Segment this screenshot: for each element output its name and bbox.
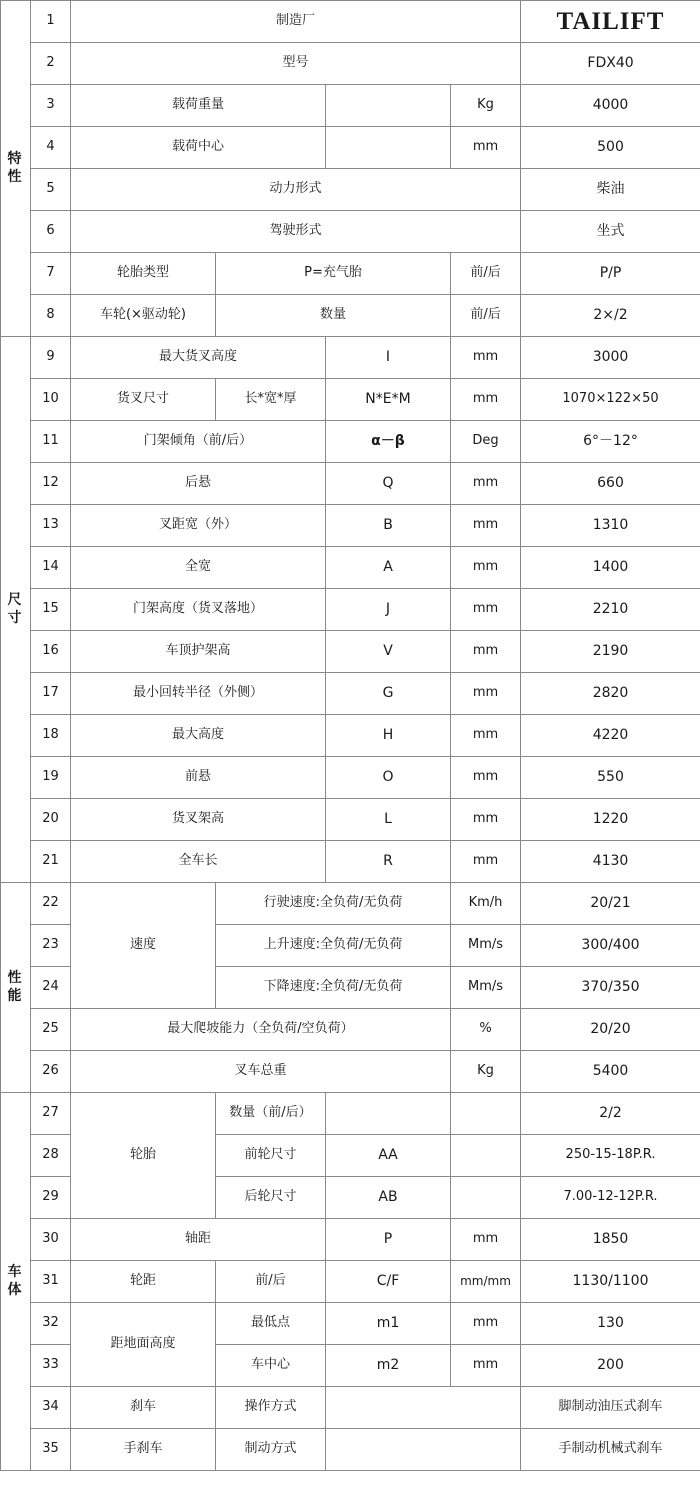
table-row <box>1 1303 700 1345</box>
row-value: 20/21 <box>521 883 700 925</box>
row-symbol: L <box>326 799 451 841</box>
table-row <box>1 841 700 883</box>
row-subname: 长*宽*厚 <box>216 379 326 421</box>
row-symbol: AB <box>326 1177 451 1219</box>
row-symbol: m2 <box>326 1345 451 1387</box>
row-unit: 前/后 <box>451 253 521 295</box>
row-no: 26 <box>31 1051 71 1093</box>
row-value: 20/20 <box>521 1009 700 1051</box>
row-no: 17 <box>31 673 71 715</box>
row-no: 32 <box>31 1303 71 1345</box>
row-subname: P=充气胎 <box>216 253 451 295</box>
row-name: 载荷重量 <box>71 85 326 127</box>
row-subname: 数量（前/后） <box>216 1093 326 1135</box>
row-unit <box>451 1177 521 1219</box>
row-value: 1310 <box>521 505 700 547</box>
row-value: 1400 <box>521 547 700 589</box>
row-value: 4130 <box>521 841 700 883</box>
table-row <box>1 337 700 379</box>
row-symbol: O <box>326 757 451 799</box>
row-no: 18 <box>31 715 71 757</box>
row-symbol: H <box>326 715 451 757</box>
row-subname: 数量 <box>216 295 451 337</box>
row-value: 370/350 <box>521 967 700 1009</box>
row-subname: 后轮尺寸 <box>216 1177 326 1219</box>
row-no: 5 <box>31 169 71 211</box>
row-no: 34 <box>31 1387 71 1429</box>
row-name: 刹车 <box>71 1387 216 1429</box>
row-symbol <box>326 1093 451 1135</box>
row-subname: 下降速度:全负荷/无负荷 <box>216 967 451 1009</box>
table-row <box>1 1 700 43</box>
row-value: 坐式 <box>521 211 700 253</box>
row-no: 12 <box>31 463 71 505</box>
row-unit: mm <box>451 841 521 883</box>
row-no: 22 <box>31 883 71 925</box>
row-no: 33 <box>31 1345 71 1387</box>
row-no: 8 <box>31 295 71 337</box>
row-value: 2/2 <box>521 1093 700 1135</box>
row-name: 后悬 <box>71 463 326 505</box>
row-value: 130 <box>521 1303 700 1345</box>
row-unit: 前/后 <box>451 295 521 337</box>
row-unit: mm <box>451 379 521 421</box>
row-no: 2 <box>31 43 71 85</box>
row-value: 300/400 <box>521 925 700 967</box>
row-value: 2×/2 <box>521 295 700 337</box>
group-label-performance: 性 能 <box>1 883 31 1093</box>
group-label-body: 车 体 <box>1 1093 31 1471</box>
row-no: 13 <box>31 505 71 547</box>
row-value: 3000 <box>521 337 700 379</box>
row-value: 7.00-12-12P.R. <box>521 1177 700 1219</box>
row-unit: mm <box>451 715 521 757</box>
row-name: 动力形式 <box>71 169 521 211</box>
group-label-features: 特 性 <box>1 1 31 337</box>
row-symbol: AA <box>326 1135 451 1177</box>
row-subname: 上升速度:全负荷/无负荷 <box>216 925 451 967</box>
row-name: 前悬 <box>71 757 326 799</box>
row-value: 2820 <box>521 673 700 715</box>
row-no: 10 <box>31 379 71 421</box>
table-row <box>1 589 700 631</box>
table-row <box>1 1387 700 1429</box>
row-unit: mm <box>451 673 521 715</box>
row-value: 1070×122×50 <box>521 379 700 421</box>
row-value: 1850 <box>521 1219 700 1261</box>
row-no: 16 <box>31 631 71 673</box>
table-row <box>1 127 700 169</box>
row-subname: 行驶速度:全负荷/无负荷 <box>216 883 451 925</box>
row-unit: mm <box>451 1345 521 1387</box>
row-unit: mm/mm <box>451 1261 521 1303</box>
row-value: 2190 <box>521 631 700 673</box>
table-row <box>1 1093 700 1135</box>
row-subname: 车中心 <box>216 1345 326 1387</box>
row-no: 24 <box>31 967 71 1009</box>
row-name: 车轮(×驱动轮) <box>71 295 216 337</box>
row-name: 最大爬坡能力（全负荷/空负荷） <box>71 1009 451 1051</box>
table-row <box>1 673 700 715</box>
row-no: 19 <box>31 757 71 799</box>
table-row <box>1 211 700 253</box>
row-value: 500 <box>521 127 700 169</box>
row-value: 柴油 <box>521 169 700 211</box>
row-no: 35 <box>31 1429 71 1471</box>
row-value-brand: TAILIFT <box>521 1 700 43</box>
row-symbol: V <box>326 631 451 673</box>
row-symbol <box>326 85 451 127</box>
row-unit <box>451 1135 521 1177</box>
table-row <box>1 463 700 505</box>
row-no: 21 <box>31 841 71 883</box>
row-value: FDX40 <box>521 43 700 85</box>
table-row <box>1 757 700 799</box>
row-symbol <box>326 1387 521 1429</box>
table-row <box>1 505 700 547</box>
row-unit: mm <box>451 757 521 799</box>
row-value: 脚制动油压式刹车 <box>521 1387 700 1429</box>
row-name: 型号 <box>71 43 521 85</box>
table-row <box>1 715 700 757</box>
row-no: 14 <box>31 547 71 589</box>
row-unit: Kg <box>451 1051 521 1093</box>
row-unit: mm <box>451 547 521 589</box>
row-name: 叉距宽（外） <box>71 505 326 547</box>
row-name: 轮距 <box>71 1261 216 1303</box>
row-value: 2210 <box>521 589 700 631</box>
row-no: 23 <box>31 925 71 967</box>
row-subname: 前/后 <box>216 1261 326 1303</box>
table-row <box>1 169 700 211</box>
row-no: 1 <box>31 1 71 43</box>
row-value: 手制动机械式刹车 <box>521 1429 700 1471</box>
row-no: 3 <box>31 85 71 127</box>
row-unit: Deg <box>451 421 521 463</box>
row-value: 1130/1100 <box>521 1261 700 1303</box>
row-name: 最大货叉高度 <box>71 337 326 379</box>
row-symbol: C/F <box>326 1261 451 1303</box>
table-row <box>1 1429 700 1471</box>
row-no: 28 <box>31 1135 71 1177</box>
table-row <box>1 1051 700 1093</box>
row-no: 27 <box>31 1093 71 1135</box>
row-name: 距地面高度 <box>71 1303 216 1387</box>
row-no: 9 <box>31 337 71 379</box>
row-value: 660 <box>521 463 700 505</box>
row-symbol: α－β <box>326 421 451 463</box>
table-row <box>1 1261 700 1303</box>
table-row <box>1 85 700 127</box>
row-unit: mm <box>451 631 521 673</box>
table-row <box>1 43 700 85</box>
row-value: 6°－12° <box>521 421 700 463</box>
table-row <box>1 631 700 673</box>
row-name: 驾驶形式 <box>71 211 521 253</box>
row-no: 15 <box>31 589 71 631</box>
row-subname: 前轮尺寸 <box>216 1135 326 1177</box>
table-row <box>1 379 700 421</box>
row-name: 最大高度 <box>71 715 326 757</box>
row-no: 20 <box>31 799 71 841</box>
row-unit: Mm/s <box>451 967 521 1009</box>
table-row <box>1 547 700 589</box>
row-symbol: m1 <box>326 1303 451 1345</box>
row-symbol: N*E*M <box>326 379 451 421</box>
row-name: 门架高度（货叉落地） <box>71 589 326 631</box>
row-value: 1220 <box>521 799 700 841</box>
table-row <box>1 799 700 841</box>
row-unit: mm <box>451 799 521 841</box>
row-value: 4000 <box>521 85 700 127</box>
row-name: 货叉尺寸 <box>71 379 216 421</box>
row-value: 550 <box>521 757 700 799</box>
table-row <box>1 295 700 337</box>
row-unit: mm <box>451 337 521 379</box>
row-unit: Km/h <box>451 883 521 925</box>
row-symbol <box>326 1429 521 1471</box>
row-subname: 最低点 <box>216 1303 326 1345</box>
group-label-dimensions: 尺 寸 <box>1 337 31 883</box>
row-no: 25 <box>31 1009 71 1051</box>
row-unit: Mm/s <box>451 925 521 967</box>
row-symbol: P <box>326 1219 451 1261</box>
row-unit: % <box>451 1009 521 1051</box>
table-row <box>1 421 700 463</box>
row-name: 轮胎 <box>71 1093 216 1219</box>
row-value: 250-15-18P.R. <box>521 1135 700 1177</box>
row-name: 货叉架高 <box>71 799 326 841</box>
row-unit: mm <box>451 127 521 169</box>
row-name: 轮胎类型 <box>71 253 216 295</box>
table-row <box>1 253 700 295</box>
row-unit: mm <box>451 463 521 505</box>
row-symbol: B <box>326 505 451 547</box>
row-no: 7 <box>31 253 71 295</box>
row-no: 4 <box>31 127 71 169</box>
row-name: 轴距 <box>71 1219 326 1261</box>
row-name: 车顶护架高 <box>71 631 326 673</box>
row-value: 200 <box>521 1345 700 1387</box>
row-symbol: G <box>326 673 451 715</box>
row-no: 11 <box>31 421 71 463</box>
row-no: 29 <box>31 1177 71 1219</box>
row-unit: mm <box>451 589 521 631</box>
row-unit: Kg <box>451 85 521 127</box>
row-name: 制造厂 <box>71 1 521 43</box>
row-name: 全宽 <box>71 547 326 589</box>
row-name: 速度 <box>71 883 216 1009</box>
row-symbol: J <box>326 589 451 631</box>
row-name: 最小回转半径（外侧） <box>71 673 326 715</box>
row-symbol <box>326 127 451 169</box>
row-unit: mm <box>451 505 521 547</box>
row-unit: mm <box>451 1303 521 1345</box>
row-name: 全车长 <box>71 841 326 883</box>
row-unit <box>451 1093 521 1135</box>
row-subname: 制动方式 <box>216 1429 326 1471</box>
row-name: 手刹车 <box>71 1429 216 1471</box>
row-symbol: A <box>326 547 451 589</box>
table-row <box>1 883 700 925</box>
row-symbol: R <box>326 841 451 883</box>
row-name: 叉车总重 <box>71 1051 451 1093</box>
row-subname: 操作方式 <box>216 1387 326 1429</box>
row-name: 载荷中心 <box>71 127 326 169</box>
row-unit: mm <box>451 1219 521 1261</box>
row-value: 5400 <box>521 1051 700 1093</box>
row-symbol: Q <box>326 463 451 505</box>
row-value: 4220 <box>521 715 700 757</box>
table-row <box>1 1219 700 1261</box>
row-symbol: I <box>326 337 451 379</box>
row-value: P/P <box>521 253 700 295</box>
table-row <box>1 1009 700 1051</box>
row-name: 门架倾角（前/后） <box>71 421 326 463</box>
row-no: 31 <box>31 1261 71 1303</box>
row-no: 6 <box>31 211 71 253</box>
row-no: 30 <box>31 1219 71 1261</box>
